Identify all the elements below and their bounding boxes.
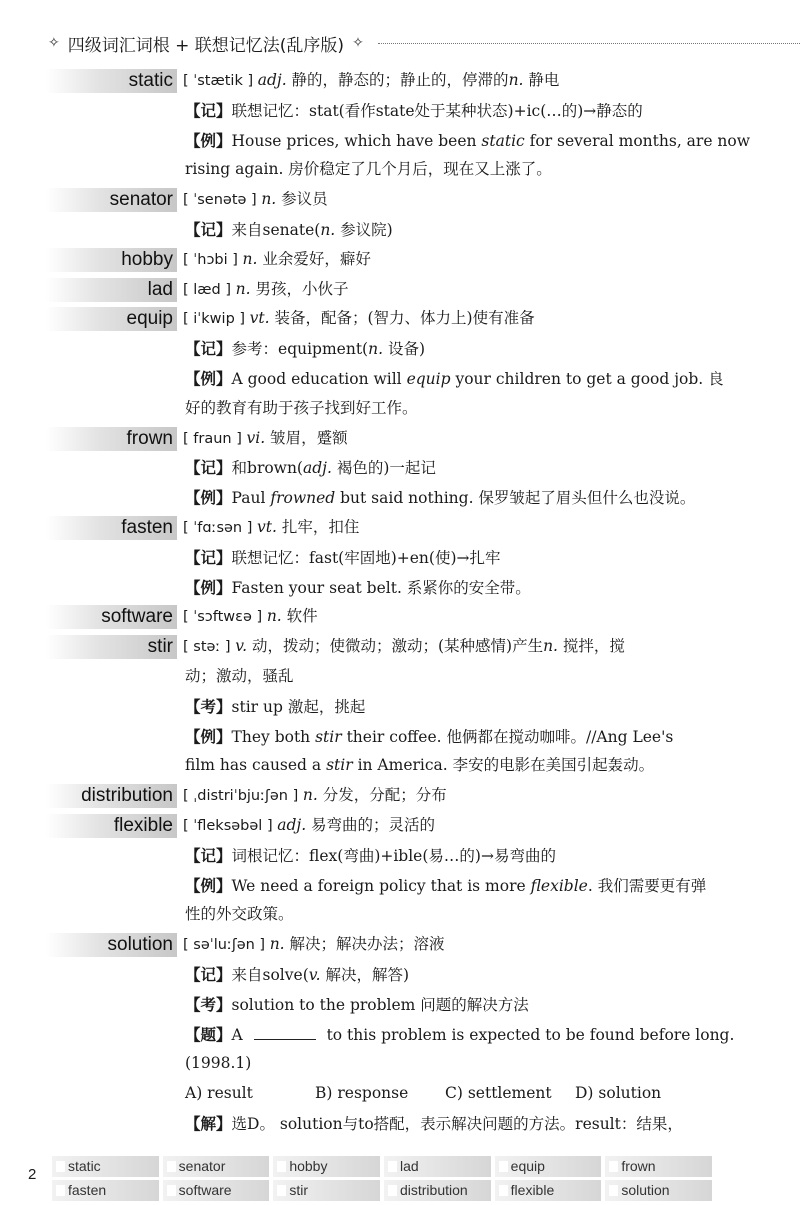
- entry-text: 分发，分配；分布: [317, 786, 447, 805]
- italic-text: n.: [235, 279, 251, 298]
- entry-line: [0, 543, 800, 573]
- fill-in-blank: [254, 1025, 316, 1040]
- phonetic: [ stəː ]: [183, 639, 236, 656]
- entry-headline: [0, 513, 800, 543]
- section-label: 【记】: [185, 339, 232, 359]
- entry-headline: [0, 66, 800, 96]
- entry-text: 解决；解决办法；溶液: [284, 935, 445, 954]
- entry-text: your children to get a good job. 良: [450, 369, 724, 388]
- diamond-ornament-icon: ✧: [48, 35, 60, 51]
- entry-line: [0, 215, 800, 245]
- entry-hobby: [0, 245, 800, 275]
- entry-text: to this problem is expected to be found before long.: [321, 1025, 735, 1044]
- section-label: 【考】: [185, 696, 232, 716]
- entry-text: 皱眉，蹙额: [265, 428, 348, 447]
- index-word: software: [163, 1180, 270, 1201]
- headword: lad: [46, 278, 177, 302]
- answer-option: B) response: [315, 1084, 409, 1103]
- entry-headline: [0, 632, 800, 662]
- entry-text: film has caused a: [185, 756, 327, 775]
- entry-text: 设备): [383, 340, 426, 359]
- entry-headline: [0, 811, 800, 841]
- entry-line: [0, 841, 800, 871]
- italic-text: v.: [235, 637, 248, 656]
- section-label: 【记】: [185, 845, 232, 865]
- section-label: 【例】: [185, 726, 232, 746]
- italic-text: n.: [242, 249, 258, 268]
- section-label: 【记】: [185, 100, 232, 120]
- header-rule: [378, 43, 800, 44]
- entry-line: [0, 334, 800, 364]
- index-word: solution: [605, 1180, 712, 1201]
- answer-option: A) result: [185, 1084, 253, 1103]
- italic-text: adj.: [257, 71, 287, 89]
- phonetic: [ ˌdistriˈbjuːʃən ]: [183, 788, 303, 805]
- entry-headline: [0, 245, 800, 275]
- headword: equip: [46, 307, 177, 331]
- italic-text: n.: [320, 220, 336, 239]
- entry-headline: [0, 781, 800, 811]
- entry-line: [0, 573, 800, 603]
- index-word: fasten: [52, 1180, 159, 1201]
- entry-text: 易弯曲的；灵活的: [306, 815, 436, 834]
- headword: static: [46, 69, 177, 93]
- italic-text: n.: [508, 71, 524, 89]
- italic-text: frowned: [270, 489, 336, 508]
- entry-text: 静的，静态的；静止的，停滞的: [286, 71, 509, 89]
- entry-fasten: [0, 513, 800, 602]
- entry-line: [0, 990, 800, 1020]
- entry-line: [0, 662, 800, 692]
- phonetic: [ ˈsenətə ]: [183, 192, 262, 209]
- entry-text: 装备，配备；(智力、体力上)使有准备: [269, 309, 535, 328]
- section-label: 【记】: [185, 458, 232, 478]
- entry-line: [0, 1049, 800, 1079]
- page-title: 四级词汇词根 + 联想记忆法(乱序版): [67, 35, 345, 56]
- entry-solution: [0, 930, 800, 1139]
- entry-line: [0, 155, 800, 185]
- italic-text: stir: [315, 727, 342, 746]
- page-number: 2: [28, 1166, 37, 1183]
- entry-headline: [0, 930, 800, 960]
- entry-text: 动，拨动；使微动；激动；(某种感情)产生: [247, 637, 544, 656]
- entry-text: rising again. 房价稳定了几个月后，现在又上涨了。: [185, 160, 552, 179]
- entry-text: 参议员: [276, 190, 328, 209]
- phonetic: [ ˈsɔftwɛə ]: [183, 609, 267, 626]
- entry-text: 软件: [281, 607, 318, 626]
- entry-text: 业余爱好，癖好: [257, 249, 371, 268]
- index-word: hobby: [273, 1156, 380, 1177]
- entry-frown: [0, 424, 800, 513]
- entry-text: Paul: [231, 489, 271, 508]
- entry-text: A: [231, 1025, 248, 1044]
- entry-headline: [0, 185, 800, 215]
- entry-flexible: [0, 811, 800, 930]
- italic-text: stir: [326, 756, 353, 775]
- phonetic: [ ˈfɑːsən ]: [183, 519, 257, 536]
- entry-text: for several months, are now: [524, 131, 751, 150]
- entry-text: in America. 李安的电影在美国引起轰动。: [352, 756, 655, 775]
- index-word: frown: [605, 1156, 712, 1177]
- entry-text: 参考：equipment(: [231, 340, 369, 359]
- phonetic: [ ˈfleksəbəl ]: [183, 817, 278, 834]
- entry-text: 男孩，小伙子: [250, 279, 349, 298]
- phonetic: [ fraun ]: [183, 430, 247, 447]
- section-label: 【例】: [185, 368, 232, 388]
- entry-equip: [0, 304, 800, 423]
- entry-line: [0, 722, 800, 752]
- entry-text: 解决，解答): [320, 965, 410, 984]
- entry-text: 扎牢，扣住: [276, 517, 360, 536]
- italic-text: vt.: [257, 517, 277, 536]
- italic-text: n.: [261, 190, 277, 209]
- headword: distribution: [46, 784, 177, 808]
- section-label: 【记】: [185, 219, 232, 239]
- headword: software: [46, 605, 177, 629]
- entry-text: 褐色的)一起记: [331, 459, 436, 478]
- entry-text: House prices, which have been: [231, 131, 482, 150]
- vocabulary-entry-list: [0, 66, 800, 1139]
- entry-text: their coffee. 他俩都在搅动咖啡。//Ang Lee's: [341, 727, 674, 746]
- section-label: 【例】: [185, 130, 232, 150]
- diamond-ornament-icon: ✧: [352, 35, 364, 51]
- phonetic: [ ˈhɔbi ]: [183, 251, 243, 268]
- entry-line: [0, 453, 800, 483]
- headword: solution: [46, 933, 177, 957]
- italic-text: n.: [302, 786, 318, 805]
- entry-text: They both: [231, 727, 316, 746]
- answer-option: C) settlement: [445, 1084, 552, 1103]
- entry-text: stir up 激起，挑起: [231, 697, 366, 716]
- italic-text: n.: [368, 340, 384, 359]
- section-label: 【例】: [185, 577, 232, 597]
- index-word: static: [52, 1156, 159, 1177]
- entry-text: 参议院): [335, 220, 393, 239]
- headword: fasten: [46, 516, 177, 540]
- entry-line: [0, 126, 800, 156]
- entry-text: We need a foreign policy that is more: [231, 876, 531, 895]
- entry-text: 和brown(: [231, 459, 303, 478]
- entry-line: [0, 751, 800, 781]
- entry-line: [0, 96, 800, 126]
- section-label: 【例】: [185, 488, 232, 508]
- section-label: 【考】: [185, 994, 232, 1014]
- phonetic: [ ˈstætik ]: [183, 73, 258, 89]
- phonetic: [ iˈkwip ]: [183, 311, 250, 328]
- section-label: 【解】: [185, 1113, 232, 1133]
- entry-text: 联想记忆：fast(牢固地)+en(使)→扎牢: [231, 548, 501, 567]
- entry-line: [0, 900, 800, 930]
- entry-text: A good education will: [231, 369, 407, 388]
- entry-text: 来自solve(: [231, 965, 309, 984]
- entry-headline: [0, 602, 800, 632]
- entry-senator: [0, 185, 800, 245]
- italic-text: n.: [269, 935, 285, 954]
- section-label: 【例】: [185, 875, 232, 895]
- entry-text: Fasten: [231, 578, 284, 597]
- entry-static: [0, 66, 800, 185]
- entry-line: [0, 364, 800, 394]
- index-word: distribution: [384, 1180, 491, 1201]
- italic-text: vi.: [246, 428, 266, 447]
- entry-headline: [0, 275, 800, 305]
- entry-line: [0, 960, 800, 990]
- italic-text: n.: [543, 637, 558, 656]
- italic-text: flexible: [530, 876, 588, 895]
- phonetic: [ læd ]: [183, 281, 236, 298]
- italic-text: n.: [266, 607, 282, 626]
- entry-line: [0, 394, 800, 424]
- entry-text: 联想记忆：stat(看作state处于某种状态)+ic(…的)→静态的: [231, 101, 643, 120]
- headword: frown: [46, 427, 177, 451]
- entry-text: 静电: [523, 71, 560, 89]
- entry-distribution: [0, 781, 800, 811]
- entry-text: 动；激动，骚乱: [185, 666, 294, 685]
- entry-text: your seat belt. 系紧你的安全带。: [283, 578, 531, 597]
- entry-text: 选D。 solution与to搭配，表示解决问题的方法。result：结果，: [231, 1114, 683, 1133]
- entry-line: [0, 1020, 800, 1050]
- headword: flexible: [46, 814, 177, 838]
- entry-line: [0, 692, 800, 722]
- entry-lad: [0, 275, 800, 305]
- italic-text: equip: [406, 369, 451, 388]
- entry-text: 搅拌，搅: [558, 637, 625, 656]
- headword: senator: [46, 188, 177, 212]
- italic-text: adj.: [302, 459, 332, 478]
- entry-text: solution to the problem 问题的解决方法: [231, 995, 529, 1014]
- entry-text: but said nothing. 保罗皱起了眉头但什么也没说。: [335, 489, 696, 508]
- phonetic: [ səˈluːʃən ]: [183, 937, 270, 954]
- italic-text: static: [481, 131, 525, 150]
- index-word: equip: [495, 1156, 602, 1177]
- section-label: 【记】: [185, 547, 232, 567]
- entry-text: 性的外交政策。: [185, 905, 294, 924]
- italic-text: v.: [308, 965, 321, 984]
- entry-line: [0, 871, 800, 901]
- entry-line: [0, 1109, 800, 1139]
- entry-text: (1998.1): [185, 1054, 252, 1073]
- headword: hobby: [46, 248, 177, 272]
- entry-line: [0, 1079, 800, 1109]
- index-word: senator: [163, 1156, 270, 1177]
- headword: stir: [46, 635, 177, 659]
- italic-text: vt.: [249, 309, 270, 328]
- italic-text: adj.: [277, 815, 307, 834]
- entry-text: . 我们需要更有弹: [587, 876, 707, 895]
- entry-headline: [0, 424, 800, 454]
- index-word: flexible: [495, 1180, 602, 1201]
- entry-software: [0, 602, 800, 632]
- entry-stir: [0, 632, 800, 781]
- entry-headline: [0, 304, 800, 334]
- running-header: [40, 26, 800, 60]
- entry-line: [0, 483, 800, 513]
- entry-text: 好的教育有助于孩子找到好工作。: [185, 398, 418, 417]
- section-label: 【题】: [185, 1024, 232, 1044]
- entry-text: 来自senate(: [231, 220, 321, 239]
- section-label: 【记】: [185, 964, 232, 984]
- word-index-grid: [52, 1156, 712, 1201]
- index-word: stir: [273, 1180, 380, 1201]
- index-word: lad: [384, 1156, 491, 1177]
- entry-text: 词根记忆：flex(弯曲)+ible(易…的)→易弯曲的: [231, 846, 556, 865]
- answer-option: D) solution: [575, 1084, 662, 1103]
